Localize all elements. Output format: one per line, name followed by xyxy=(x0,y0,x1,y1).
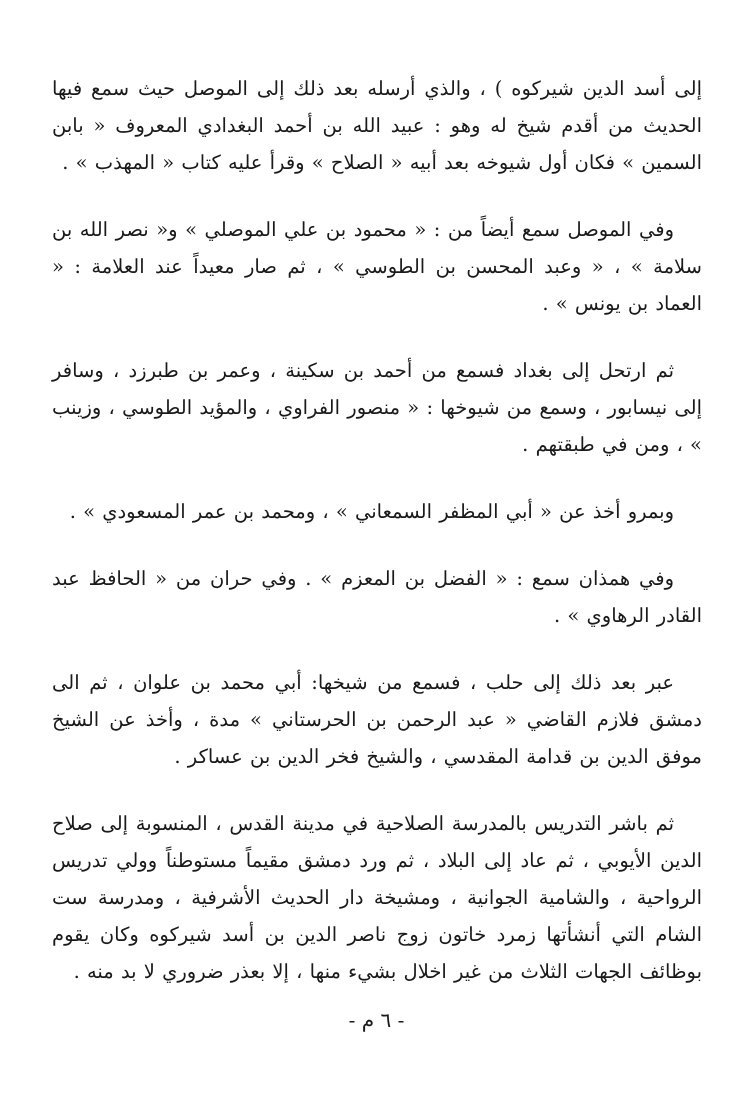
page-number: - ٦ م - xyxy=(348,1008,405,1032)
paragraph-7: ثم باشر التدريس بالمدرسة الصلاحية في مدينة القدس ، المنسوبة إلى صلاح الدين الأيوبي ، ثم عاد إلى البلاد ، ثم ورد دمشق مقيماً مستوطناً وولي تدريس الرواحية ، والشامية الجوانية ، ومشيخة دار الحديث الأشرفية ، ومدرسة ست الشام التي أنشأتها زمرد خاتون زوج ناصر الدين بن أسد شيركوه وكان يقوم بوظائف الجهات الثلاث من غير اخلال بشيء منها ، إلا بعذر ضروري لا بد منه . xyxy=(52,812,702,983)
page-body xyxy=(52,70,702,1020)
paragraph-4: وبمرو أخذ عن « أبي المظفر السمعاني » ، ومحمد بن عمر المسعودي » . xyxy=(69,500,674,523)
paragraph-2: وفي الموصل سمع أيضاً من : « محمود بن علي الموصلي » و« نصر الله بن سلامة » ، « وعبد المحسن بن الطوسي » ، ثم صار معيداً عند العلامة : « العماد بن يونس » . xyxy=(52,218,702,315)
paragraph-3: ثم ارتحل إلى بغداد فسمع من أحمد بن سكينة ، وعمر بن طبرزد ، وسافر إلى نيسابور ، وسمع من شيوخها : « منصور الفراوي ، والمؤيد الطوسي ، وزينب » ، ومن في طبقتهم . xyxy=(52,359,702,456)
paragraph-5: وفي همذان سمع : « الفضل بن المعزم » . وفي حران من « الحافظ عبد القادر الرهاوي » . xyxy=(52,567,702,627)
paragraph-1: إلى أسد الدين شيركوه ) ، والذي أرسله بعد ذلك إلى الموصل حيث سمع فيها الحديث من أقدم شيخ له وهو : عبيد الله بن أحمد البغدادي المعروف « بابن السمين » فكان أول شيوخه بعد أبيه « الصلاح » وقرأ عليه كتاب « المهذب » . xyxy=(52,77,702,174)
paragraph-6: عبر بعد ذلك إلى حلب ، فسمع من شيخها: أبي محمد بن علوان ، ثم الى دمشق فلازم القاضي « عبد الرحمن بن الحرستاني » مدة ، وأخذ عن الشيخ موفق الدين بن قدامة المقدسي ، والشيخ فخر الدين بن عساكر . xyxy=(52,671,702,768)
